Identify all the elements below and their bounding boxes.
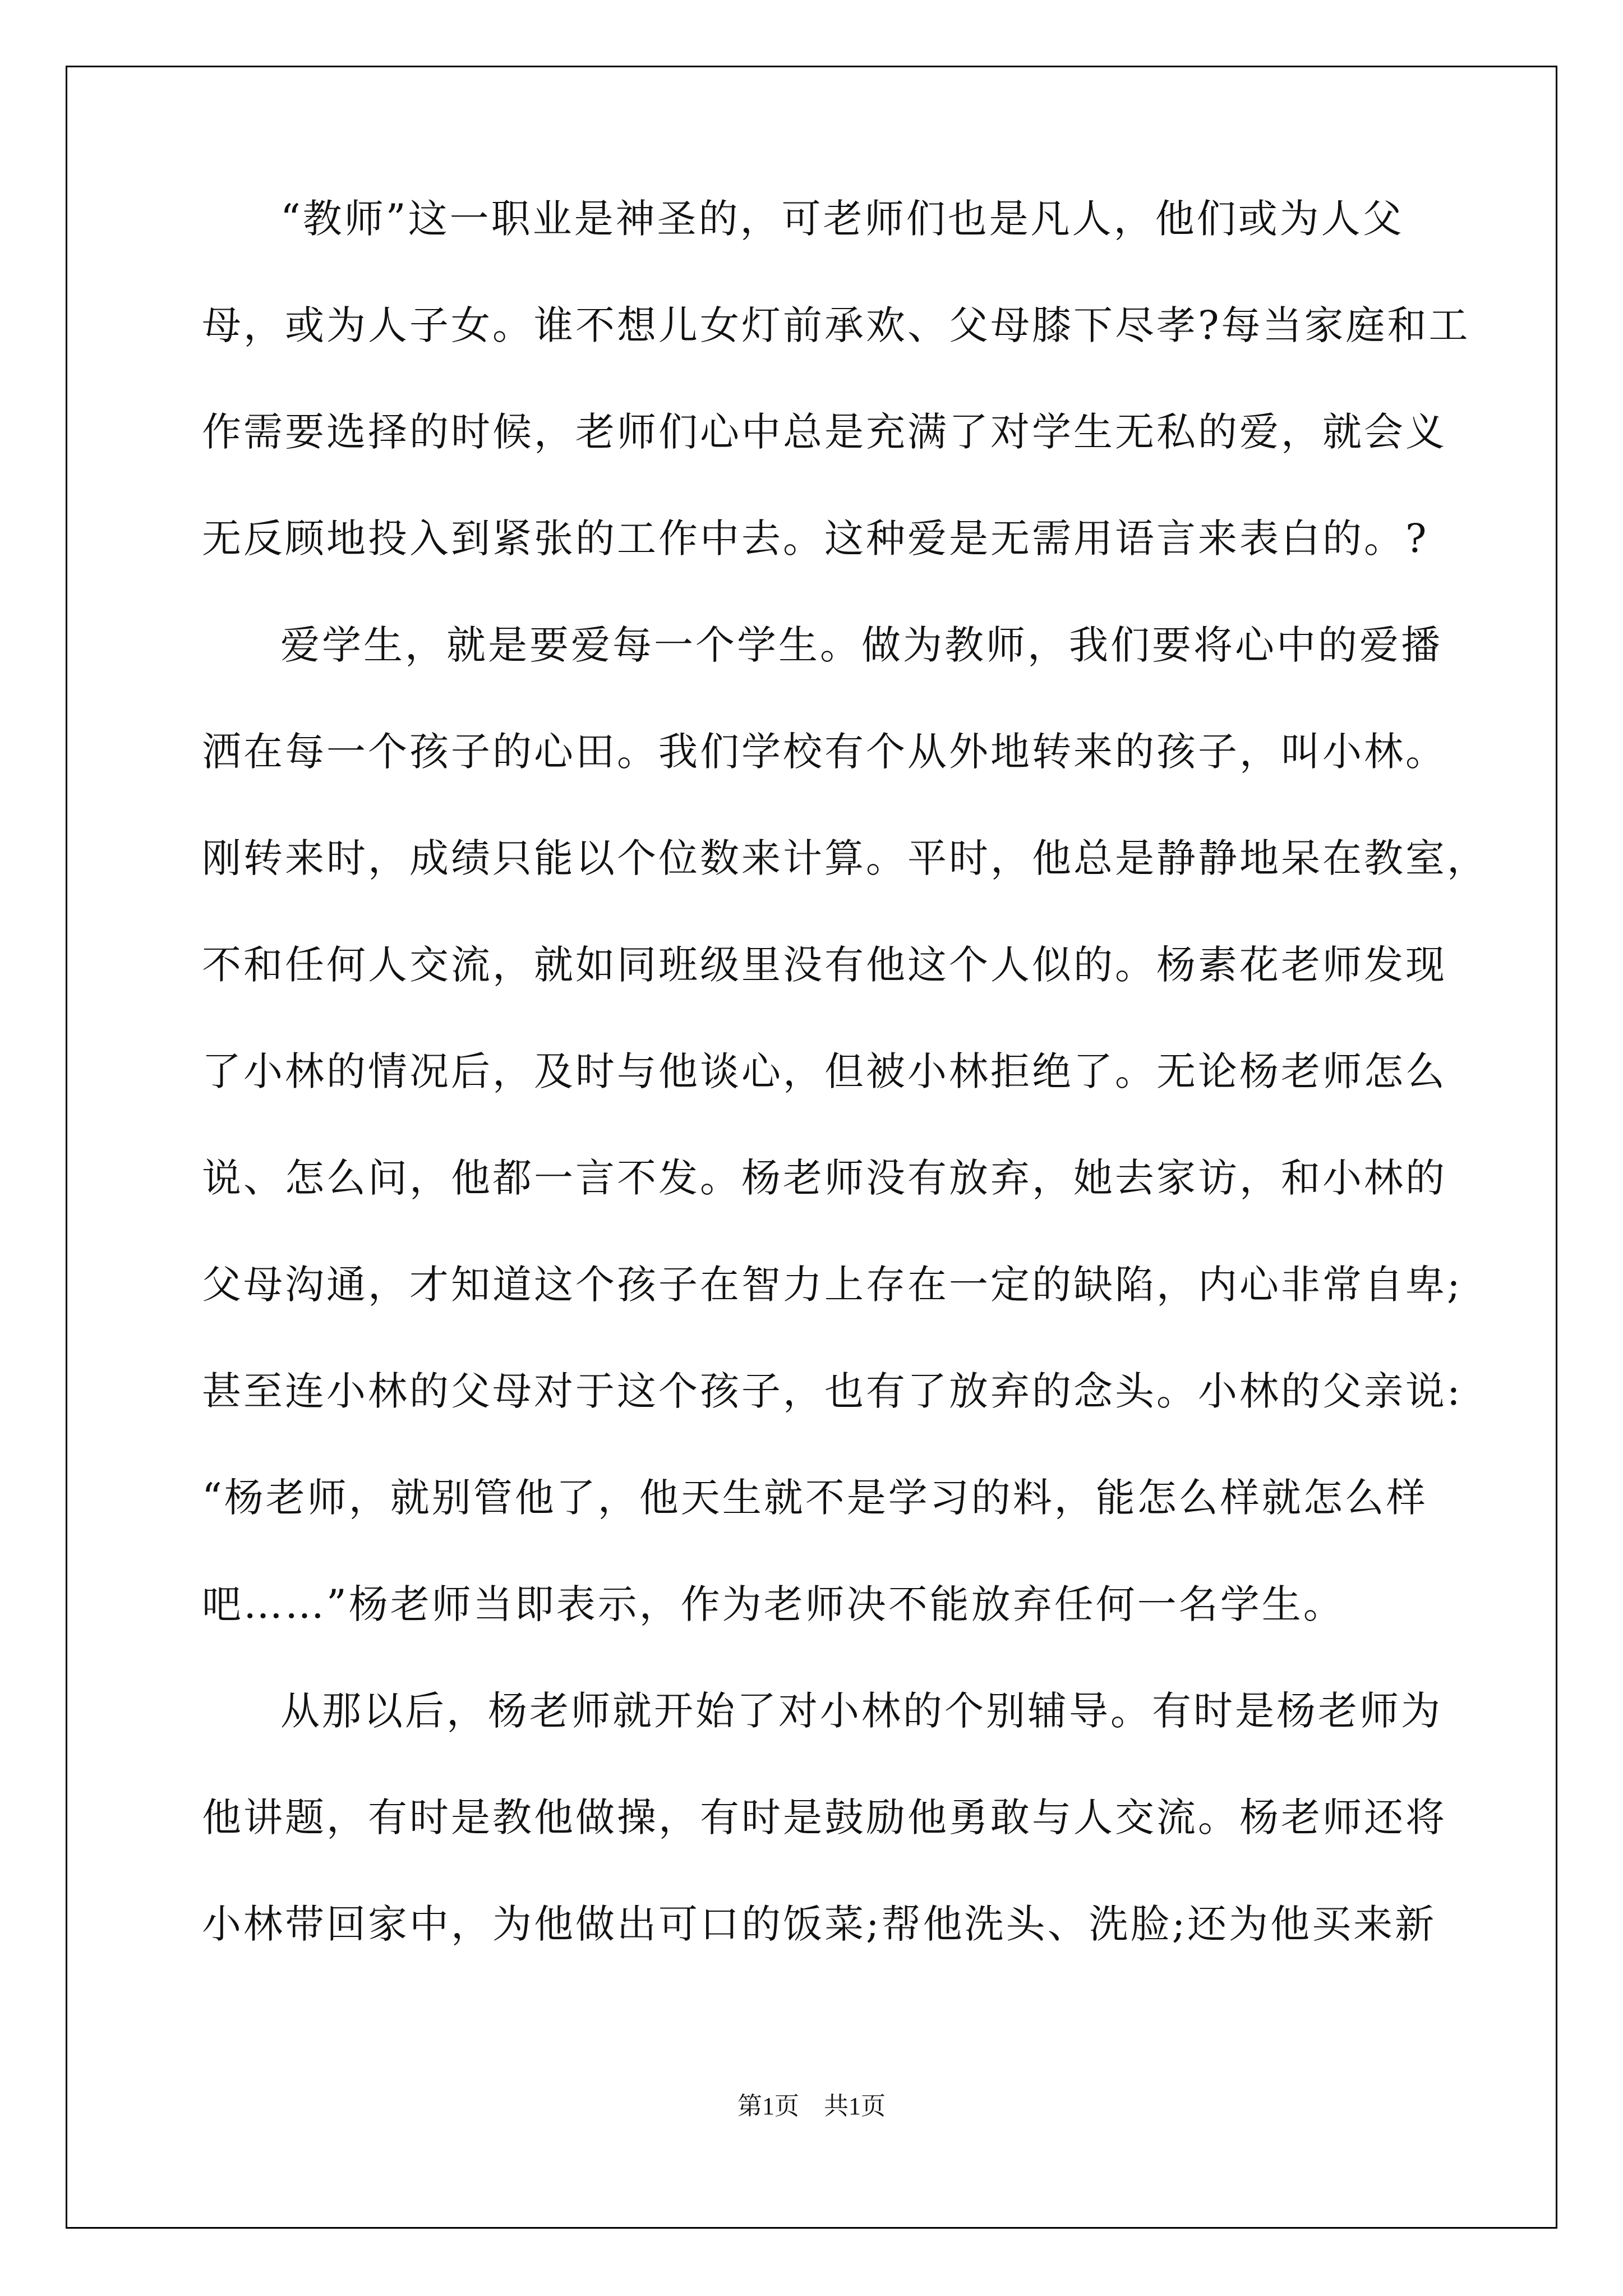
paragraph-3-line-3: 小林带回家中，为他做出可口的饭菜;帮他洗头、洗脸;还为他买来新 [202,1901,1437,1947]
paragraph-2-line-10: 吧……”杨老师当即表示，作为老师决不能放弃任何一名学生。 [202,1581,1345,1627]
paragraph-1-line-3: 作需要选择的时候，老师们心中总是充满了对学生无私的爱，就会义 [202,409,1447,455]
paragraph-1-line-4: 无反顾地投入到紧张的工作中去。这种爱是无需用语言来表白的。? [202,516,1429,562]
paragraph-2-line-1: 爱学生，就是要爱每一个学生。做为教师，我们要将心中的爱播 [280,622,1442,668]
paragraph-2-line-9: “杨老师，就别管他了，他天生就不是学习的料，能怎么样就怎么样 [202,1475,1428,1521]
paragraph-1-line-2: 母，或为人子女。谁不想儿女灯前承欢、父母膝下尽孝?每当家庭和工 [202,302,1470,348]
paragraph-2-line-7: 父母沟通，才知道这个孩子在智力上存在一定的缺陷，内心非常自卑; [202,1262,1463,1308]
paragraph-2-line-5: 了小林的情况后，及时与他谈心，但被小林拒绝了。无论杨老师怎么 [202,1048,1447,1094]
paragraph-2-line-6: 说、怎么问，他都一言不发。杨老师没有放弃，她去家访，和小林的 [202,1155,1447,1201]
paragraph-2-line-8: 甚至连小林的父母对于这个孩子，也有了放弃的念头。小林的父亲说: [202,1368,1463,1414]
paragraph-2-line-3: 刚转来时，成绩只能以个位数来计算。平时，他总是静静地呆在教室， [202,835,1488,881]
paragraph-2-line-4: 不和任何人交流，就如同班级里没有他这个人似的。杨素花老师发现 [202,942,1447,988]
paragraph-3-line-2: 他讲题，有时是教他做操，有时是鼓励他勇敢与人交流。杨老师还将 [202,1795,1447,1841]
paragraph-1-line-1: “教师”这一职业是神圣的，可老师们也是凡人，他们或为人父 [280,196,1404,242]
page-footer: 第1页 共1页 [737,2092,886,2120]
paragraph-2-line-2: 洒在每一个孩子的心田。我们学校有个从外地转来的孩子，叫小林。 [202,729,1447,775]
paragraph-3-line-1: 从那以后，杨老师就开始了对小林的个别辅导。有时是杨老师为 [280,1688,1442,1734]
